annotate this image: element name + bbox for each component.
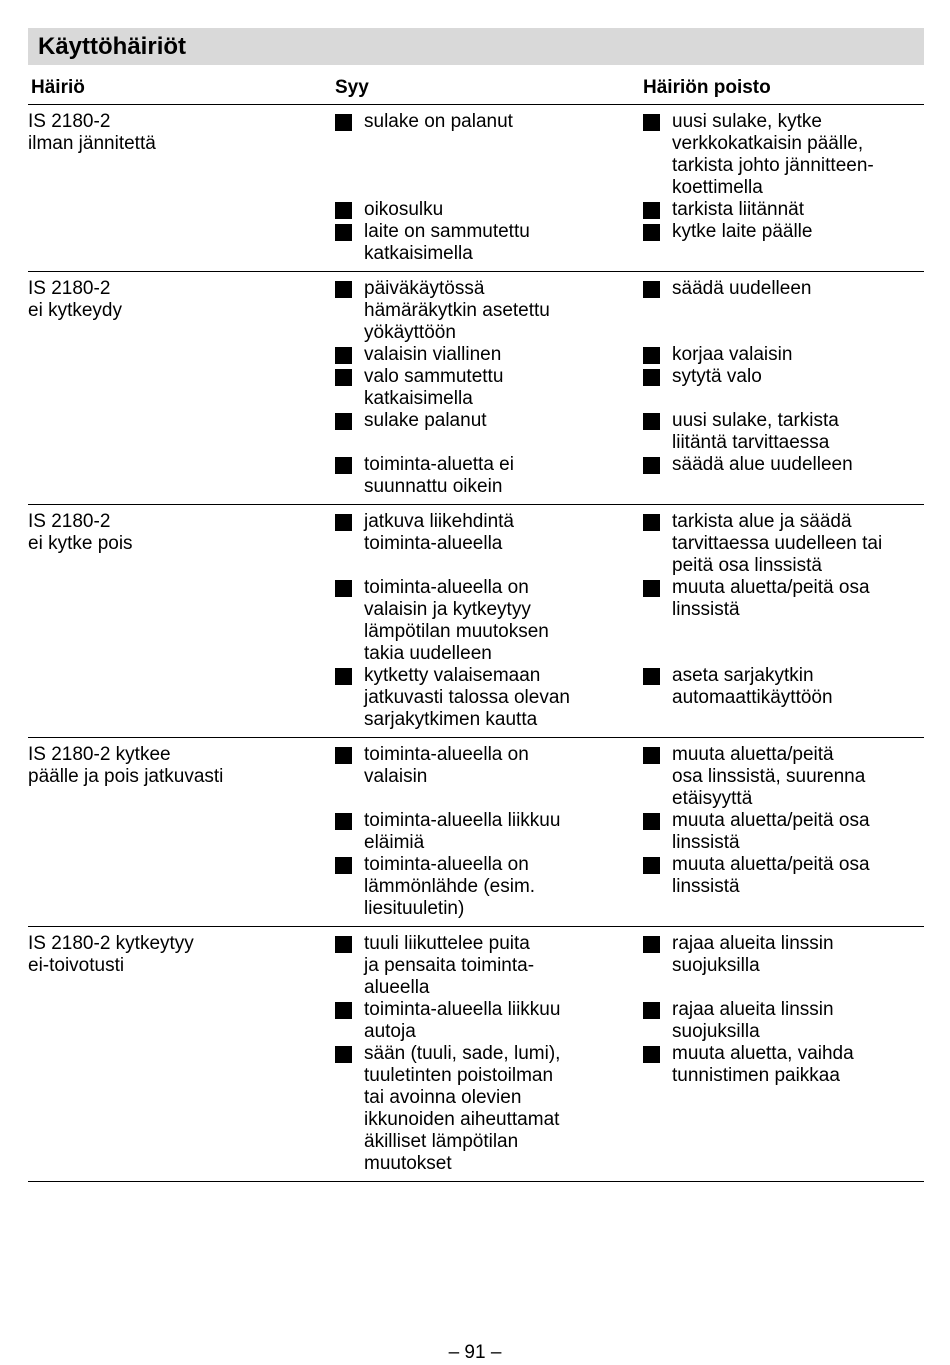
- remedy-item: [643, 410, 924, 454]
- table-row: [28, 454, 924, 498]
- header-cause: Syy: [335, 77, 369, 98]
- square-bullet-icon: [335, 202, 352, 219]
- table-row: [28, 665, 924, 731]
- cause-text: valo sammutettu katkaisimella: [364, 366, 504, 409]
- cause-text: toiminta-aluetta ei suunnattu oikein: [364, 454, 514, 497]
- square-bullet-icon: [335, 281, 352, 298]
- remedy-text: muuta aluetta/peitä osa linssistä, suurenna etäisyyttä: [672, 744, 866, 809]
- remedy-item: [643, 199, 924, 221]
- table-row: [28, 999, 924, 1043]
- square-bullet-icon: [643, 281, 660, 298]
- square-bullet-icon: [643, 457, 660, 474]
- remedy-text: muuta aluetta/peitä osa linssistä: [672, 577, 870, 620]
- remedy-text: muuta aluetta/peitä osa linssistä: [672, 810, 870, 853]
- problem-text: IS 2180-2 ei kytke pois: [28, 511, 133, 554]
- problem-cell: [28, 454, 335, 498]
- cause-text: toiminta-alueella on lämmönlähde (esim. liesituuletin): [364, 854, 536, 919]
- remedy-item: [643, 1043, 924, 1175]
- cause-item: [335, 410, 643, 454]
- square-bullet-icon: [335, 668, 352, 685]
- cause-text: sulake on palanut: [364, 111, 513, 132]
- remedy-text: korjaa valaisin: [672, 344, 793, 365]
- remedy-text: uusi sulake, kytke verkkokatkaisin päälle, tarkista johto jännitteen- koettimella: [672, 111, 874, 198]
- troubleshooting-group: [28, 738, 924, 927]
- square-bullet-icon: [335, 347, 352, 364]
- table-row: [28, 366, 924, 410]
- page: [28, 28, 924, 1182]
- remedy-item: [643, 111, 924, 199]
- square-bullet-icon: [643, 413, 660, 430]
- table-row: [28, 344, 924, 366]
- problem-cell: [28, 221, 335, 265]
- problem-cell: [28, 810, 335, 854]
- problem-text: IS 2180-2 ei kytkeydy: [28, 278, 122, 321]
- cause-text: oikosulku: [364, 199, 444, 220]
- table-row: [28, 410, 924, 454]
- problem-text: IS 2180-2 ilman jännitettä: [28, 111, 156, 154]
- cause-item: [335, 933, 643, 999]
- problem-cell: [28, 577, 335, 665]
- table-row: [28, 199, 924, 221]
- problem-text: IS 2180-2 kytkeytyy ei-toivotusti: [28, 933, 194, 976]
- remedy-item: [643, 344, 924, 366]
- cause-item: [335, 1043, 643, 1175]
- remedy-text: säädä uudelleen: [672, 278, 812, 299]
- cause-item: [335, 111, 643, 199]
- remedy-text: rajaa alueita linssin suojuksilla: [672, 933, 834, 976]
- cause-text: toiminta-alueella liikkuu eläimiä: [364, 810, 561, 853]
- remedy-item: [643, 511, 924, 577]
- remedy-item: [643, 454, 924, 498]
- remedy-text: säädä alue uudelleen: [672, 454, 853, 475]
- troubleshooting-group: [28, 505, 924, 738]
- remedy-item: [643, 221, 924, 265]
- square-bullet-icon: [643, 580, 660, 597]
- remedy-text: sytytä valo: [672, 366, 762, 387]
- problem-cell: [28, 999, 335, 1043]
- header-problem: Häiriö: [31, 77, 85, 98]
- cause-text: toiminta-alueella on valaisin: [364, 744, 529, 787]
- table-row: [28, 511, 924, 577]
- square-bullet-icon: [643, 224, 660, 241]
- problem-cell: [28, 199, 335, 221]
- table-row: [28, 933, 924, 999]
- cause-text: sään (tuuli, sade, lumi), tuuletinten poistoilman tai avoinna olevien ikkunoiden aiheuttamat äkilliset lämpötilan muutokset: [364, 1043, 561, 1174]
- table-row: [28, 810, 924, 854]
- cause-item: [335, 454, 643, 498]
- remedy-text: kytke laite päälle: [672, 221, 813, 242]
- cause-text: sulake palanut: [364, 410, 487, 431]
- remedy-text: muuta aluetta/peitä osa linssistä: [672, 854, 870, 897]
- square-bullet-icon: [335, 747, 352, 764]
- cause-item: [335, 278, 643, 344]
- cause-text: kytketty valaisemaan jatkuvasti talossa olevan sarjakytkimen kautta: [364, 665, 570, 730]
- cause-text: laite on sammutettu katkaisimella: [364, 221, 530, 264]
- square-bullet-icon: [643, 514, 660, 531]
- square-bullet-icon: [643, 114, 660, 131]
- cause-text: jatkuva liikehdintä toiminta-alueella: [364, 511, 514, 554]
- square-bullet-icon: [643, 857, 660, 874]
- square-bullet-icon: [643, 747, 660, 764]
- table-row: [28, 1043, 924, 1175]
- cause-text: toiminta-alueella on valaisin ja kytkeytyy lämpötilan muutoksen takia uudelleen: [364, 577, 549, 664]
- remedy-item: [643, 278, 924, 344]
- remedy-item: [643, 577, 924, 665]
- table-row: [28, 854, 924, 920]
- square-bullet-icon: [335, 114, 352, 131]
- cause-item: [335, 199, 643, 221]
- cause-text: päiväkäytössä hämäräkytkin asetettu yökäyttöön: [364, 278, 550, 343]
- troubleshooting-group: [28, 272, 924, 505]
- problem-cell: [28, 366, 335, 410]
- cause-item: [335, 744, 643, 810]
- remedy-item: [643, 933, 924, 999]
- square-bullet-icon: [643, 1002, 660, 1019]
- problem-cell: [28, 665, 335, 731]
- remedy-text: muuta aluetta, vaihda tunnistimen paikkaa: [672, 1043, 854, 1086]
- cause-item: [335, 577, 643, 665]
- square-bullet-icon: [335, 369, 352, 386]
- table-row: [28, 221, 924, 265]
- table-row: [28, 111, 924, 199]
- page-number: – 91 –: [448, 1342, 502, 1363]
- remedy-item: [643, 665, 924, 731]
- remedy-item: [643, 744, 924, 810]
- cause-item: [335, 999, 643, 1043]
- problem-text: IS 2180-2 kytkee päälle ja pois jatkuvasti: [28, 744, 224, 787]
- square-bullet-icon: [335, 580, 352, 597]
- square-bullet-icon: [335, 413, 352, 430]
- section-title: Käyttöhäiriöt: [28, 28, 924, 65]
- square-bullet-icon: [643, 668, 660, 685]
- table-row: [28, 278, 924, 344]
- remedy-text: tarkista alue ja säädä tarvittaessa uudelleen tai peitä osa linssistä: [672, 511, 883, 576]
- square-bullet-icon: [335, 1046, 352, 1063]
- problem-cell: [28, 1043, 335, 1175]
- remedy-item: [643, 999, 924, 1043]
- cause-text: valaisin viallinen: [364, 344, 502, 365]
- cause-item: [335, 344, 643, 366]
- troubleshooting-table: [28, 105, 924, 1182]
- remedy-text: aseta sarjakytkin automaattikäyttöön: [672, 665, 833, 708]
- cause-text: toiminta-alueella liikkuu autoja: [364, 999, 561, 1042]
- problem-cell: [28, 854, 335, 920]
- problem-cell: [28, 410, 335, 454]
- cause-text: tuuli liikuttelee puita ja pensaita toiminta- alueella: [364, 933, 535, 998]
- header-remedy: Häiriön poisto: [643, 77, 771, 98]
- remedy-text: uusi sulake, tarkista liitäntä tarvittaessa: [672, 410, 839, 453]
- square-bullet-icon: [643, 202, 660, 219]
- square-bullet-icon: [335, 224, 352, 241]
- square-bullet-icon: [335, 857, 352, 874]
- troubleshooting-group: [28, 927, 924, 1182]
- cause-item: [335, 665, 643, 731]
- cause-item: [335, 810, 643, 854]
- table-header: [28, 65, 924, 105]
- cause-item: [335, 854, 643, 920]
- problem-cell: [28, 344, 335, 366]
- troubleshooting-group: [28, 105, 924, 272]
- cause-item: [335, 366, 643, 410]
- square-bullet-icon: [335, 514, 352, 531]
- table-row: [28, 744, 924, 810]
- square-bullet-icon: [335, 813, 352, 830]
- square-bullet-icon: [643, 347, 660, 364]
- remedy-item: [643, 366, 924, 410]
- square-bullet-icon: [335, 457, 352, 474]
- remedy-text: tarkista liitännät: [672, 199, 805, 220]
- square-bullet-icon: [335, 1002, 352, 1019]
- square-bullet-icon: [643, 369, 660, 386]
- cause-item: [335, 511, 643, 577]
- square-bullet-icon: [643, 813, 660, 830]
- square-bullet-icon: [335, 936, 352, 953]
- square-bullet-icon: [643, 1046, 660, 1063]
- remedy-text: rajaa alueita linssin suojuksilla: [672, 999, 834, 1042]
- cause-item: [335, 221, 643, 265]
- table-row: [28, 577, 924, 665]
- remedy-item: [643, 854, 924, 920]
- remedy-item: [643, 810, 924, 854]
- square-bullet-icon: [643, 936, 660, 953]
